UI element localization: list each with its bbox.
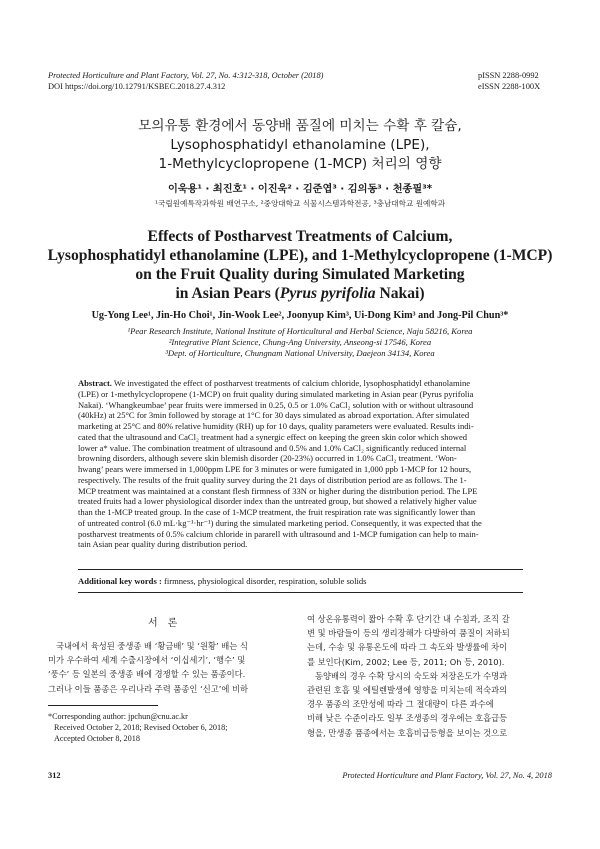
journal-citation: Protected Horticulture and Plant Factory, Vol. 27, No. 4:312-318, October (2018)	[48, 71, 324, 80]
abstract-label: Abstract.	[78, 378, 112, 388]
doi-link[interactable]: DOI https://doi.org/10.12791/KSBEC.2018.27.4.312	[48, 82, 226, 91]
english-authors: Ug-Yong Lee¹, Jin-Ho Choi¹, Jin-Wook Lee², Joonyup Kim³, Ui-Dong Kim³ and Jong-Pil Chun³*	[91, 310, 509, 321]
abstract-line: tain Asian pear quality during distribution period.	[78, 539, 248, 550]
body-line: 관련된 호흡 및 에틸렌발생에 영향을 미치는데 적숙과의	[307, 685, 508, 696]
english-title-line3: on the Fruit Quality during Simulated Marketing	[135, 266, 465, 283]
abstract-line: of untreated control (6.0 mL·kg⁻¹·hr⁻¹) during the simulated marketing period. Consequently, it was expected that the	[78, 517, 482, 528]
body-line: 미가 우수하여 세계 수출시장에서 ‘이십세기’, ‘행수’ 및	[48, 655, 246, 666]
abstract-line: (LPE) or 1-methylcyclopropene (1-MCP) on fruit quality during simulated marketing in Asian pear (Pyrus pyrifolia	[78, 388, 474, 399]
keywords-text: firmness, physiological disorder, respiration, soluble solids	[161, 576, 367, 586]
korean-title-line3: 1-Methylcyclopropene (1-MCP) 처리의 영향	[158, 156, 442, 172]
page-number: 312	[48, 771, 61, 780]
affiliation-2: ²Integrative Plant Science, Chung-Ang University, Anseong-si 17546, Korea	[168, 337, 432, 347]
abstract-line: postharvest treatments of 0.5% calcium chloride in pararell with ultrasound and 1-MCP fumigation can help to main-	[78, 528, 479, 539]
abstract-line: MCP treatment was maintained at a constant flesh firmness of 33N or higher during the distribution period. The LPE	[78, 485, 478, 496]
keywords	[78, 576, 523, 586]
footer-journal-ref: Protected Horticulture and Plant Factory, Vol. 27, No. 4, 2018	[342, 771, 552, 780]
body-line: 여 상온유통력이 짧아 수확 후 단기간 내 수침과, 조직 갈	[307, 614, 510, 624]
abstract-line: lower a* value. The combination treatment of ultrasound and 0.5% and 1.0% CaCl₂ significantly reduced internal	[78, 442, 467, 453]
abstract	[78, 378, 523, 550]
korean-title-line2: Lysophosphatidyl ethanolamine (LPE),	[170, 137, 430, 153]
korean-affiliations: ¹국립원예특작과학원 배연구소, ²중앙대학교 식물시스템과학전공, ³충남대학교 원예학과	[154, 199, 446, 208]
eissn: eISSN 2288-100X	[478, 82, 541, 91]
body-line: 동양배의 경우 수확 당시의 숙도와 저장온도가 수명과	[315, 670, 508, 681]
accepted-date: Accepted October 8, 2018	[54, 734, 140, 743]
abstract-line: cated that the ultrasound and CaCl₂ treatment had a synergic effect on keeping the green skin color which showed	[78, 431, 468, 442]
abstract-line: treated fruits had a lower physiological disorder index than the untreated group, but showed a relatively higher value	[78, 496, 477, 507]
body-line: 변 및 바람들이 등의 생리장해가 다발하여 품질이 저하되	[307, 628, 510, 639]
body-line: 를 보인다(Kim, 2002; Lee 등, 2011; Oh 등, 2010).	[307, 656, 505, 667]
abstract-line: marketing at 25°C and 80% relative humidity (RH) up for 10 days, quality parameters were evaluated. Results indi-	[78, 421, 474, 431]
body-line: 는데, 수송 및 유통온도에 따라 그 속도와 발생률에 차이	[307, 642, 508, 653]
korean-title-line1: 모의유통 환경에서 동양배 품질에 미치는 수확 후 칼슘,	[138, 118, 462, 134]
abstract-line: Abstract. We investigated the effect of postharvest treatments of calcium chloride, lysophosphatidyl ethanolamine	[78, 378, 471, 388]
body-line: 형을, 만생종 품종에서는 호흡비급등형을 보이는 것으로	[307, 727, 508, 738]
received-dates: Received October 2, 2018; Revised October 6, 2018;	[54, 723, 228, 732]
abstract-line: Nakai). ‘Whangkeumbae’ pear fruits were immersed in 0.25, 0.5 or 1.0% CaCl₂ solution with or without ultrasound	[78, 399, 474, 410]
english-title-line1: Effects of Postharvest Treatments of Calcium,	[147, 228, 453, 245]
abstract-line: than the 1-MCP treated group. In the case of 1-MCP treatment, the fruit respiration rate was significantly lower than	[78, 507, 476, 517]
abstract-line: browning disorders, although severe skin blemish disorder (20-23%) occurred in 1.0% CaCl₂ treatment. ‘Won-	[78, 453, 457, 464]
affiliation-3: ³Dept. of Horticulture, Chungnam National University, Daejeon 34134, Korea	[165, 348, 435, 358]
english-title-line2: Lysophosphatidyl ethanolamine (LPE), and 1-Methylcyclopropene (1-MCP)	[47, 247, 553, 264]
abstract-divider-bottom	[78, 592, 523, 593]
abstract-line: respectively. The results of the fruit quality survey during the 21 days of distribution period are as follows. The 1-	[78, 474, 467, 485]
korean-authors: 이욱용¹ · 최진호¹ · 이진욱² · 김준엽³ · 김의동³ · 천종필³*	[167, 184, 433, 195]
english-title-line4: in Asian Pears (Pyrus pyrifolia Nakai)	[175, 285, 425, 302]
body-line: 국내에서 육성된 중생종 배 ‘황금배’ 및 ‘원황’ 배는 식	[56, 641, 248, 651]
abstract-divider-top	[78, 569, 523, 570]
corresponding-author: *Corresponding author: jpchun@cnu.ac.kr	[48, 712, 188, 721]
species-name: Pyrus pyrifolia	[279, 285, 376, 302]
section-title: 서론	[148, 618, 188, 629]
body-line: 경우 품종의 조만성에 따라 그 절대량이 다른 과수에	[307, 699, 494, 710]
keywords-label: Additional key words :	[78, 576, 162, 586]
abstract-line: hwang’ pears were immersed in 1,000ppm LPE for 3 minutes or were fumigated in 1,000 ppb 1-MCP for 12 hours,	[78, 464, 472, 474]
body-line: ‘풍수’ 등 일본의 중생종 배에 경쟁할 수 있는 품종이다.	[48, 669, 246, 680]
body-line: 그러나 이들 품종은 우리나라 주력 품종인 ‘신고’에 비하	[48, 683, 249, 694]
affiliation-1: ¹Pear Research Institute, National Institute of Horticultural and Herbal Science, Naju 58216, Korea	[127, 326, 473, 336]
right-column	[307, 612, 552, 740]
pissn: pISSN 2288-0992	[478, 71, 539, 80]
footnote-divider	[48, 705, 158, 706]
body-line: 비해 낮은 수준이라도 일부 조생종의 경우에는 호흡급등	[307, 713, 508, 724]
abstract-line: (40kHz) at 25°C for 3min followed by storage at 1°C for 30 days simulated as abroad exportation. After simulated	[78, 410, 470, 421]
left-column	[48, 639, 293, 696]
